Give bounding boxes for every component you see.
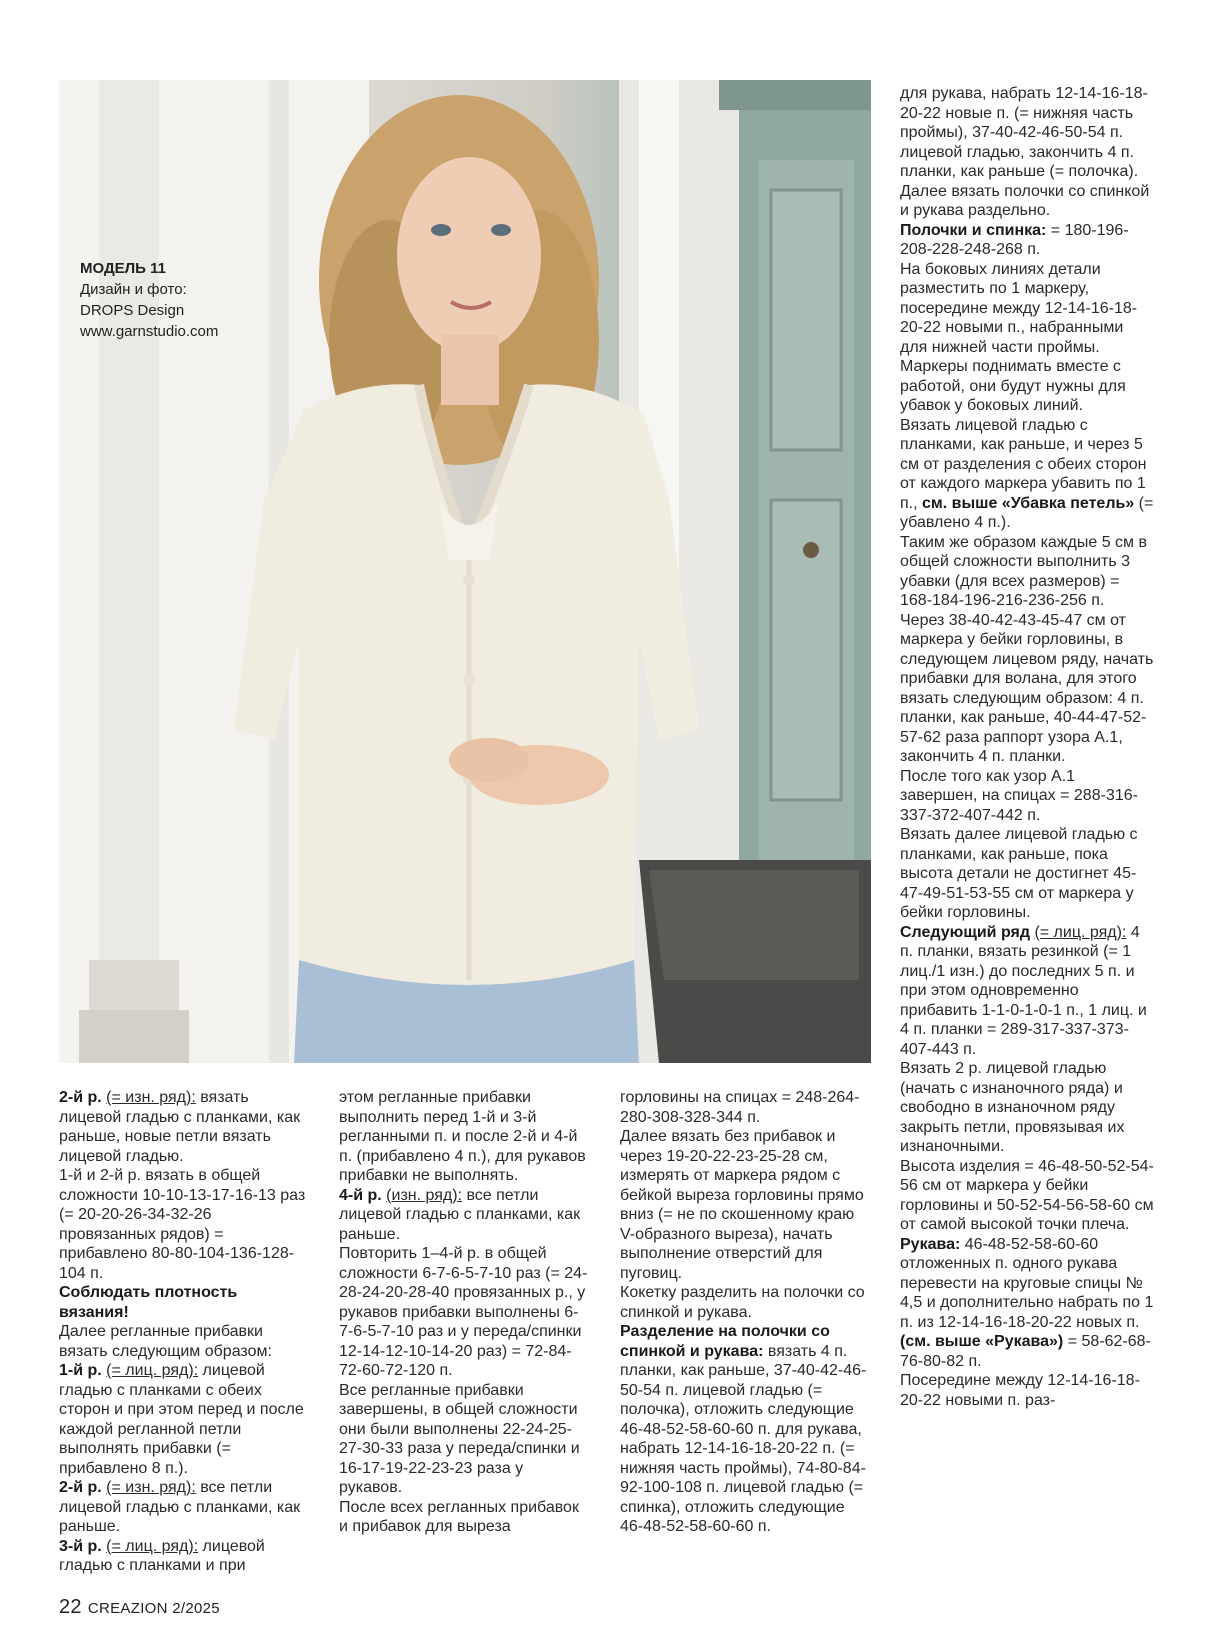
paragraph (59, 1166, 309, 1283)
paragraph (900, 825, 1155, 923)
paragraph (339, 1381, 589, 1498)
text-run: Кокетку разделить на полочки со спинкой и рукава. (620, 1284, 865, 1321)
paragraph (620, 1322, 870, 1537)
text-run: для рукава, набрать 12-14-16-18-20-22 новые п. (= нижняя часть проймы), 37-40-42-46-50-54 п. лицевой гладью, закончить 4 п. планки, как раньше (= полочка). Далее вязать полочки со спинкой и рукава раздельно. (900, 85, 1150, 219)
text-run: 1-й и 2-й р. вязать в общей сложности 10-10-13-17-16-13 раз (= 20-20-26-34-32-26 провязанных рядов) = прибавлено 80-80-104-136-128-104 п. (59, 1167, 306, 1282)
text-run: (= изн. ряд): (106, 1089, 196, 1106)
caption-designer: DROPS Design (80, 302, 185, 319)
paragraph (59, 1088, 309, 1166)
text-run: На боковых линиях детали разместить по 1 маркеру, посередине между 12-14-16-18-20-22 новыми п., набранными для нижней части проймы. Маркеры поднимать вместе с работой, они будут нужны для убавок у боковых линий. (900, 260, 1138, 414)
bold-run: (см. выше «Рукава») (900, 1333, 1064, 1350)
text-run: 46-48-52-58-60-60 отложенных п. одного рукава перевести на круговые спицы № 4,5 и дополнительно набрать по 1 п. из 12-14-16-18-20-22 новых п. (900, 1235, 1154, 1331)
paragraph (900, 1235, 1155, 1372)
caption-design-line: Дизайн и фото: (80, 281, 187, 298)
text-run: 4 п. планки, вязать резинкой (= 1 лиц./1 изн.) до последних 5 п. и при этом одновременно прибавить 1-1-0-1-0-1 п., 1 лиц. и 4 п. планки = 289-317-337-373-407-443 п. (900, 923, 1147, 1058)
text-run: (= изн. ряд): (106, 1479, 196, 1496)
paragraph (59, 1478, 309, 1537)
paragraph (59, 1361, 309, 1478)
text-run: Через 38-40-42-43-45-47 см от маркера у бейки горловины, в следующем лицевом ряду, начать прибавки для волана, для этого вязать следующим образом: 4 п. планки, как раньше, 40-44-47-52-57-62 раза раппорт узора A.1, закончить 4 п. планки. (900, 611, 1154, 765)
paragraph (900, 923, 1155, 1060)
text-run: = 58-62-68-76-80-82 п. (900, 1333, 1151, 1370)
paragraph (900, 1059, 1155, 1157)
text-run: Посередине между 12-14-16-18-20-22 новыми п. раз- (900, 1372, 1140, 1409)
text-run: Вязать лицевой гладью с планками, как раньше, и через 5 см от разделения с обеих сторон от каждого маркера убавить по 1 п., (900, 416, 1147, 512)
text-run: вязать лицевой гладью с планками, как раньше, новые петли вязать лицевой гладью. (59, 1089, 301, 1165)
magazine-issue: CREAZION 2/2025 (87, 1600, 220, 1617)
text-run: (изн. ряд): (386, 1186, 462, 1204)
text-run: лицевой гладью с планками и при (59, 1537, 265, 1574)
paragraph (900, 533, 1155, 611)
text-run: Вязать 2 р. лицевой гладью (начать с изнаночного ряда) и свободно в изнаночном ряду закрыть петли, провязывая их изнаночными. (900, 1060, 1125, 1155)
text-run: (= лиц. ряд): (106, 1362, 199, 1379)
text-column-4 (900, 84, 1155, 1410)
text-run: После того как узор A.1 завершен, на спицах = 288-316-337-372-407-442 п. (900, 767, 1138, 824)
page-number: 22 (59, 1596, 82, 1618)
paragraph (339, 1186, 589, 1245)
text-column-2 (339, 1088, 589, 1537)
text-run: Таким же образом каждые 5 см в общей сложности выполнить 3 убавки (для всех размеров) = 168-184-196-216-236-256 п. (900, 533, 1147, 609)
text-column-1 (59, 1088, 309, 1576)
page-footer (59, 1596, 220, 1619)
bold-run: 3-й р. (59, 1537, 107, 1555)
bold-run: 2-й р. (59, 1089, 107, 1106)
bold-run: 4-й р. (339, 1186, 387, 1204)
photo-illustration (59, 80, 871, 1063)
paragraph (900, 221, 1155, 260)
bold-run: Соблюдать плотность вязания! (59, 1284, 238, 1321)
text-run: все петли лицевой гладью с планками, как раньше. (339, 1186, 581, 1243)
paragraph (59, 1537, 309, 1576)
text-run: Все регланные прибавки завершены, в общей сложности они были выполнены 22-24-25-27-30-33 раза у переда/спинки и 16-17-19-22-23-23 раза у рукавов. (339, 1381, 580, 1496)
paragraph (59, 1283, 309, 1322)
text-run: Вязать далее лицевой гладью с планками, как раньше, пока высота детали не достигнет 45-47-49-51-53-55 см от маркера у бейки горловины. (900, 826, 1138, 921)
caption-website: www.garnstudio.com (80, 323, 219, 340)
bold-run: 2-й р. (59, 1479, 107, 1496)
text-run: (= лиц. ряд): (1034, 923, 1127, 941)
paragraph (900, 1371, 1155, 1410)
paragraph (620, 1127, 870, 1283)
text-run: = 180-196-208-228-248-268 п. (900, 221, 1129, 258)
text-run: горловины на спицах = 248-264-280-308-328-344 п. (620, 1089, 860, 1126)
paragraph (900, 416, 1155, 533)
bold-run: Следующий ряд (900, 923, 1035, 941)
paragraph (59, 1322, 309, 1361)
text-run: Далее регланные прибавки вязать следующим образом: (59, 1323, 272, 1360)
paragraph (900, 84, 1155, 221)
bold-run: 1-й р. (59, 1362, 107, 1379)
text-run: (= убавлено 4 п.). (900, 494, 1154, 531)
text-run: вязать 4 п. планки, как раньше, 37-40-42-46-50-54 п. лицевой гладью (= полочка), отложить следующие 46-48-52-58-60-60 п. для рукава, набрать 12-14-16-18-20-22 п. (= нижняя часть проймы), 74-80-84-92-100-108 п. лицевой гладью (= спинка), отложить следующие 46-48-52-58-60-60 п. (620, 1342, 867, 1535)
bold-run: Рукава: (900, 1235, 961, 1253)
paragraph (900, 260, 1155, 416)
text-run: Повторить 1–4-й р. в общей сложности 6-7-6-5-7-10 раз (= 24-28-24-20-28-40 провязанных р., у рукавов прибавки выполнены 6-7-6-5-7-10 раз и у переда/спинки 12-14-12-10-14-20 раз) = 72-84-72-60-72-120 п. (339, 1245, 588, 1379)
paragraph (620, 1088, 870, 1127)
text-column-3 (620, 1088, 870, 1537)
text-run: После всех регланных прибавок и прибавок для выреза (339, 1498, 579, 1535)
text-run: Высота изделия = 46-48-50-52-54-56 см от маркера у бейки горловины и 50-52-54-56-58-60 см от самой высокой точки плеча. (900, 1157, 1154, 1233)
bold-run: Разделение на полочки со спинкой и рукава: (620, 1323, 830, 1360)
text-run: Далее вязать без прибавок и через 19-20-22-23-25-28 см, измерять от маркера рядом с бейкой выреза горловины прямо вниз (= не по скошенному краю V-образного выреза), начать выполнение отверстий для пуговиц. (620, 1128, 864, 1282)
text-run: лицевой гладью с планками с обеих сторон и при этом перед и после каждой регланной петли выполнять прибавки (= прибавлено 8 п.). (59, 1362, 304, 1477)
text-run: этом регланные прибавки выполнить перед 1-й и 3-й регланными п. и после 2-й и 4-й п. (прибавлено 4 п.), для рукавов прибавки не выполнять. (339, 1089, 586, 1184)
photo-caption (80, 258, 218, 342)
text-run: все петли лицевой гладью с планками, как раньше. (59, 1479, 301, 1535)
paragraph (339, 1498, 589, 1537)
paragraph (900, 767, 1155, 826)
paragraph (620, 1283, 870, 1322)
bold-run: см. выше «Убавка петель» (922, 494, 1135, 512)
text-run: (= лиц. ряд): (106, 1537, 199, 1555)
paragraph (900, 611, 1155, 767)
paragraph (900, 1157, 1155, 1235)
model-photo (59, 80, 871, 1063)
bold-run: Полочки и спинка: (900, 221, 1047, 239)
model-title: МОДЕЛЬ 11 (80, 260, 166, 277)
paragraph (339, 1088, 589, 1186)
paragraph (339, 1244, 589, 1381)
